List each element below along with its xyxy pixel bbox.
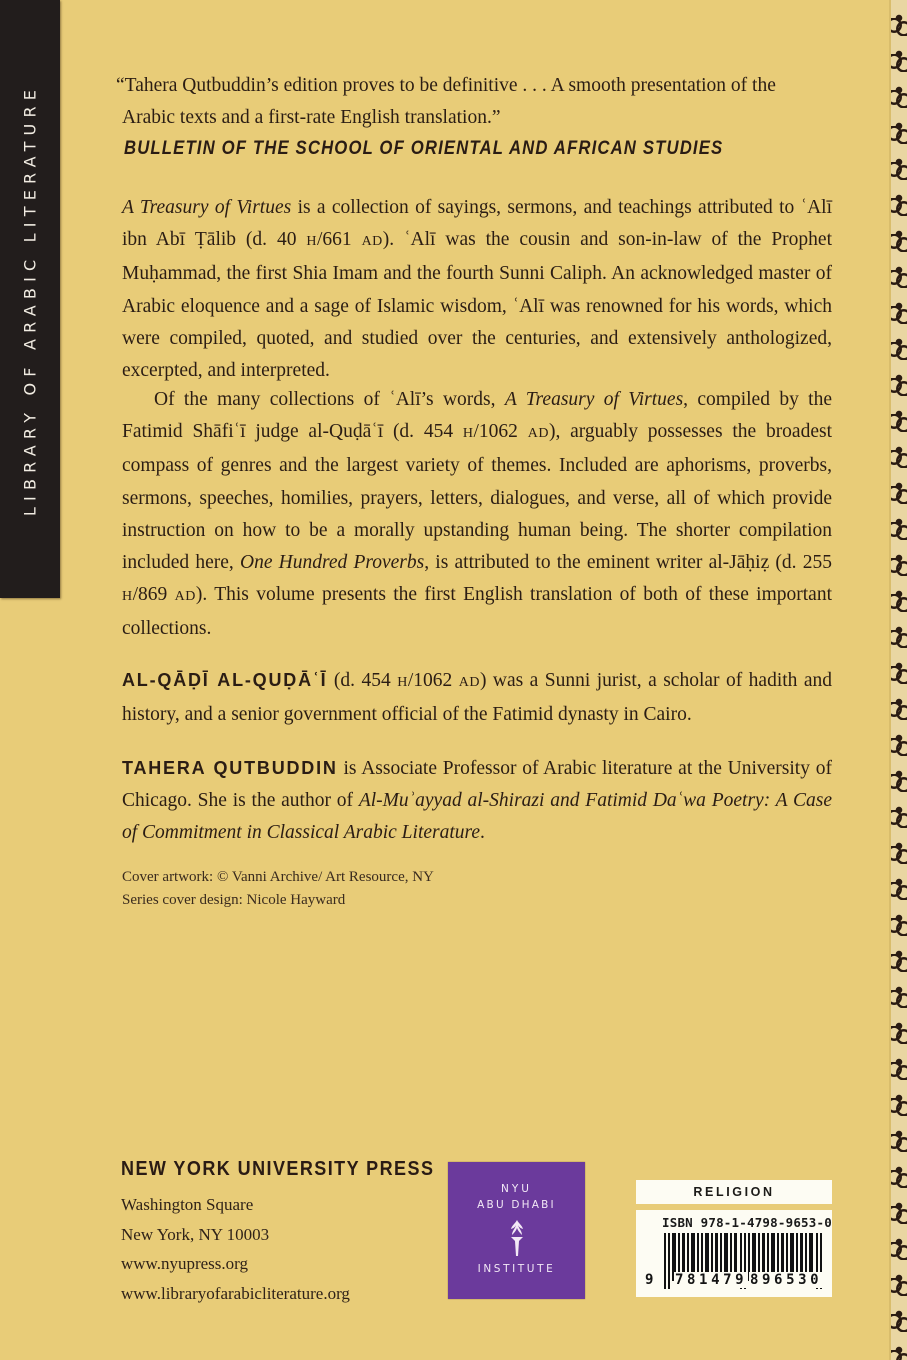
review-source: BULLETIN OF THE SCHOOL OF ORIENTAL AND AFRICAN STUDIES — [124, 138, 724, 159]
review-quote: “Tahera Qutbuddin’s edition proves to be definitive . . . A smooth presentation of the Arabic texts and a first-rate English translation.” — [116, 75, 776, 128]
isbn-number: ISBN 978-1-4798-9653-0 — [662, 1215, 832, 1230]
description-paragraph-2: Of the many collections of ʿAlī’s words, A Treasury of Virtues, compiled by the Fatimid Shāfiʿī judge al-Quḍāʿī (d. 454 H/1062 AD), arguably possesses the broadest compass of genres and the largest variety of themes. Included are aphorisms, proverbs, sermons, speeches, homilies, prayers, letters, dialogues, and verse, all of which provide instruction on how to be a morally upstanding human being. The shorter compilation included here, One Hundred Proverbs, is attributed to the eminent writer al-Jāḥiẓ (d. 255 H/869 AD). This volume presents the first English translation of both of these important collections. — [122, 389, 833, 640]
design-credit: Series cover design: Nicole Hayward — [122, 892, 346, 908]
nyu-abu-dhabi-institute-logo: NYU ABU DHABI INSTITUTE — [448, 1162, 585, 1299]
publisher-url[interactable]: www.nyupress.org — [121, 1254, 249, 1273]
publisher-info — [121, 1190, 350, 1308]
book-title: A Treasury of Virtues — [122, 197, 292, 218]
series-url[interactable]: www.libraryofarabicliterature.org — [121, 1283, 350, 1303]
editor-bio: TAHERA QUTBUDDIN is Associate Professor of Arabic literature at the University of Chicago. She is the author of Al-Muʾayyad al-Shirazi and Fatimid Daʿwa Poetry: A Case of Commitment in Classical Arabic Literature. — [122, 758, 832, 844]
cover-credits — [122, 866, 832, 912]
publisher-address-line-1: Washington Square — [121, 1195, 254, 1214]
torch-icon — [506, 1218, 528, 1258]
author-name: AL-QĀḌĪ AL-QUḌĀʿĪ — [122, 670, 328, 690]
series-spine-band — [0, 0, 60, 598]
description-paragraph-1: A Treasury of Virtues is a collection of sayings, sermons, and teachings attributed to ʿAlī ibn Abī Ṭālib (d. 40 H/661 AD). ʿAlī was the cousin and son-in-law of the Prophet Muḥammad, the first Shia Imam and the fourth Sunni Caliph. An acknowledged master of Arabic eloquence and a sage of Islamic wisdom, ʿAlī was renowned for his words, which were compiled, quoted, and studied over the centuries, and extensively anthologized, excerpted, and interpreted. — [122, 197, 833, 382]
author-bio: AL-QĀḌĪ AL-QUḌĀʿĪ (d. 454 H/1062 AD) was a Sunni jurist, a scholar of hadith and history, and a senior government official of the Fatimid dynasty in Cairo. — [122, 670, 833, 726]
ornamental-border-pattern — [891, 0, 907, 1360]
publisher-name: NEW YORK UNIVERSITY PRESS — [121, 1158, 435, 1180]
artwork-credit: Cover artwork: © Vanni Archive/ Art Resource, NY — [122, 869, 434, 885]
book-title: A Treasury of Virtues — [504, 389, 684, 410]
series-label: LIBRARY OF ARABIC LITERATURE — [20, 83, 40, 517]
category-label: RELIGION — [636, 1180, 832, 1204]
publisher-address-line-2: New York, NY 10003 — [121, 1224, 270, 1244]
isbn-barcode: ISBN 978-1-4798-9653-0 9 781479 896530 — [636, 1210, 832, 1297]
editor-name: TAHERA QUTBUDDIN — [122, 758, 338, 778]
secondary-title: One Hundred Proverbs — [239, 552, 425, 574]
editor-book-title: Al-Muʾayyad al-Shirazi and Fatimid Daʿwa Poetry: A Case of Commitment in Classical Arabic Literature — [122, 790, 832, 844]
